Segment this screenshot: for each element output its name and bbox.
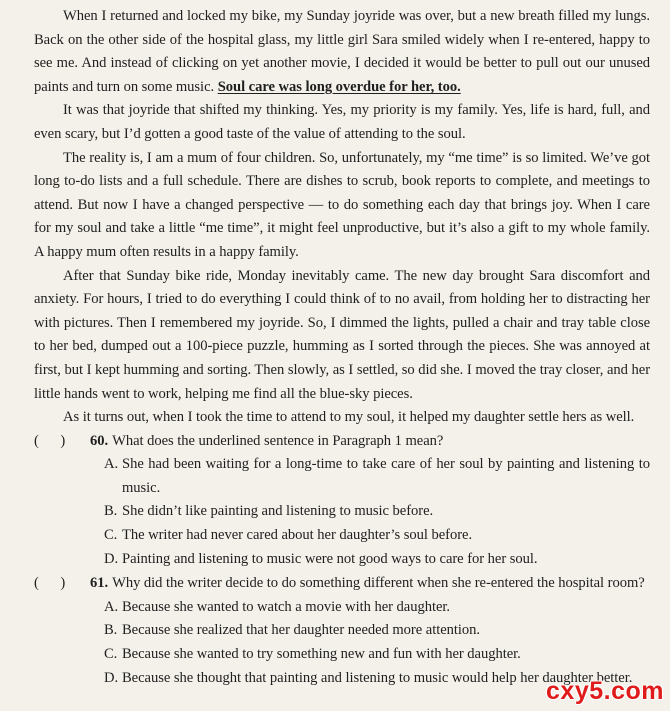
passage-paragraph-1 [34,5,650,99]
option-letter: B. [104,503,118,520]
option-a [104,596,650,620]
option-text: Because she thought that painting and listening to music would help her daughter better. [122,669,633,686]
question-text: Why did the writer decide to do something different when she re-entered the hospital room? [112,575,645,592]
option-b [104,500,650,524]
question-60 [34,430,650,454]
passage-paragraph-5: As it turns out, when I took the time to attend to my soul, it helped my daughter settle hers as well. [63,409,635,426]
question-text: What does the underlined sentence in Paragraph 1 mean? [112,432,444,449]
option-letter: C. [104,527,118,544]
option-letter: D. [104,550,119,567]
passage-paragraph-3: The reality is, I am a mum of four children. So, unfortunately, my “me time” is so limited. We’ve got long to-do lists and a full schedule. There are dishes to scrub, book reports to complete, and meetings to attend. But now I have a changed perspective — to do something each day that brings joy. When I care for my soul and take a little “me time”, it might feel unproductive, but it’s also a gift to my whole family. A happy mum often results in a happy family. [34,149,650,260]
option-c [104,643,650,667]
option-b [104,619,650,643]
option-letter: D. [104,669,119,686]
answer-blank[interactable]: ( ) [34,432,66,449]
option-letter: C. [104,646,118,663]
option-letter: A. [104,456,119,473]
watermark-logo: cxy5.com [546,677,664,705]
option-text: She didn’t like painting and listening to music before. [122,503,434,520]
option-d [104,548,650,572]
option-text: Because she wanted to try something new and fun with her daughter. [122,646,521,663]
option-text: The writer had never cared about her daughter’s soul before. [122,527,473,544]
answer-blank[interactable]: ( ) [34,575,66,592]
question-stem [90,430,650,454]
option-a [104,453,650,500]
option-text: Because she wanted to watch a movie with her daughter. [122,598,450,615]
question-stem [90,572,650,596]
option-letter: B. [104,622,118,639]
option-letter: A. [104,598,119,615]
paragraph-1-text: When I returned and locked my bike, my Sunday joyride was over, but a new breath filled my lungs. Back on the other side of the hospital glass, my little girl Sara smiled widely when I re-entered, happy to see me. And instead of clicking on yet another movie, I decided it would be better to pull out our unused paints and turn on some music. [34,8,650,95]
passage-paragraph-2: It was that joyride that shifted my thinking. Yes, my priority is my family. Yes, life is hard, full, and even scary, but I’d gotten a good taste of the value of attending to the soul. [34,102,650,142]
option-text: She had been waiting for a long-time to take care of her soul by painting and listening to music. [122,456,650,496]
passage-paragraph-4: After that Sunday bike ride, Monday inevitably came. The new day brought Sara discomfort and anxiety. For hours, I tried to do everything I could think of to no avail, from holding her to distracting her with pictures. Then I remembered my joyride. So, I dimmed the lights, pulled a chair and tray table close to her bed, dumped out a 100-piece puzzle, humming as I sorted through the pieces. She was annoyed at first, but I kept humming and sorting. Then slowly, as I settled, so did she. I moved the tray closer, and her little hands went to work, helping me find all the blue-sky pieces. [34,267,650,402]
underlined-sentence: Soul care was long overdue for her, too. [217,78,461,95]
option-text: Because she realized that her daughter needed more attention. [122,622,480,639]
question-61 [34,572,650,596]
option-text: Painting and listening to music were not good ways to care for her soul. [122,550,538,567]
question-number: 61. [90,575,109,592]
option-c [104,524,650,548]
question-number: 60. [90,432,109,449]
